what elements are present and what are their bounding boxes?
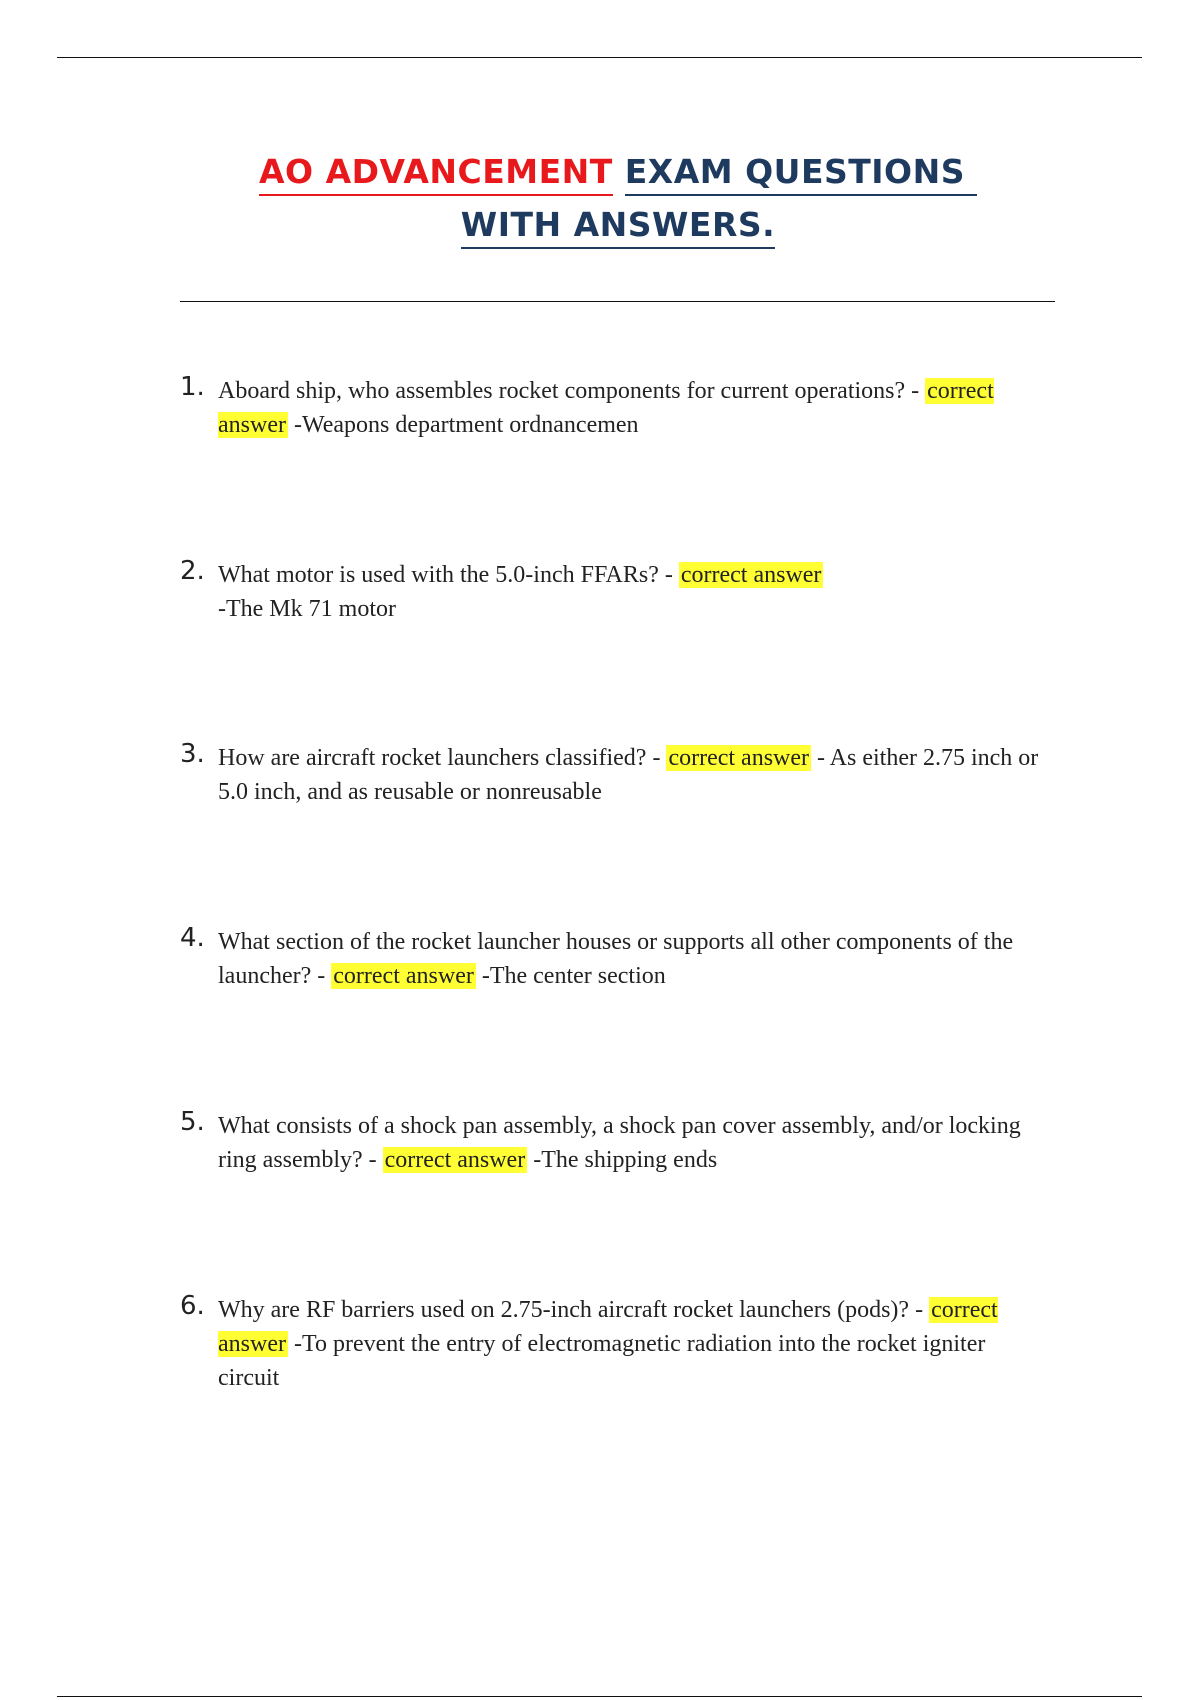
answer-text: -The Mk 71 motor [218, 596, 396, 622]
title-line-1 [259, 150, 977, 196]
question-prompt: Why are RF barriers used on 2.75-inch aircraft rocket launchers (pods)? - [218, 1297, 930, 1323]
answer-highlight: correct answer [668, 745, 810, 771]
question-number: 6. [180, 1291, 205, 1321]
answer-text: -The center section [475, 963, 666, 989]
title-red-text: AO ADVANCEMENT [259, 150, 613, 196]
title-divider [180, 301, 1055, 302]
question-text [218, 1109, 1048, 1177]
question-text [218, 374, 1048, 442]
answer-highlight: correct answer [218, 1297, 998, 1357]
answer-text: -Weapons department ordnancemen [287, 412, 639, 438]
title-line-2: WITH ANSWERS. [461, 203, 775, 249]
answer-text: - As either 2.75 inch or 5.0 inch, and as reusable or nonreusable [218, 745, 1039, 805]
question-number: 1. [180, 372, 205, 402]
question-number: 5. [180, 1107, 205, 1137]
question-number: 4. [180, 923, 205, 953]
question-text [218, 925, 1048, 993]
answer-highlight: correct answer [218, 378, 994, 438]
question-prompt: What consists of a shock pan assembly, a shock pan cover assembly, and/or locking ring assembly? - [218, 1113, 1021, 1173]
question-number: 3. [180, 739, 205, 769]
top-page-rule [57, 57, 1142, 58]
question-text [218, 741, 1048, 809]
question-text [218, 558, 1048, 626]
title-blue-text-line1: EXAM QUESTIONS [625, 150, 977, 196]
answer-text: -To prevent the entry of electromagnetic radiation into the rocket igniter circuit [218, 1331, 986, 1391]
answer-text: -The shipping ends [527, 1147, 718, 1173]
question-prompt: Aboard ship, who assembles rocket components for current operations? - [218, 378, 926, 404]
question-text [218, 1293, 1048, 1395]
document-title [0, 145, 1200, 251]
question-prompt: What motor is used with the 5.0-inch FFARs? - [218, 562, 679, 588]
bottom-page-rule [57, 1696, 1142, 1697]
answer-highlight: correct answer [333, 963, 474, 989]
answer-highlight: correct answer [680, 562, 822, 588]
answer-highlight: correct answer [384, 1147, 526, 1173]
question-prompt: What section of the rocket launcher houses or supports all other components of the launcher? - [218, 929, 1014, 989]
question-number: 2. [180, 556, 205, 586]
question-prompt: How are aircraft rocket launchers classified? - [218, 745, 667, 771]
